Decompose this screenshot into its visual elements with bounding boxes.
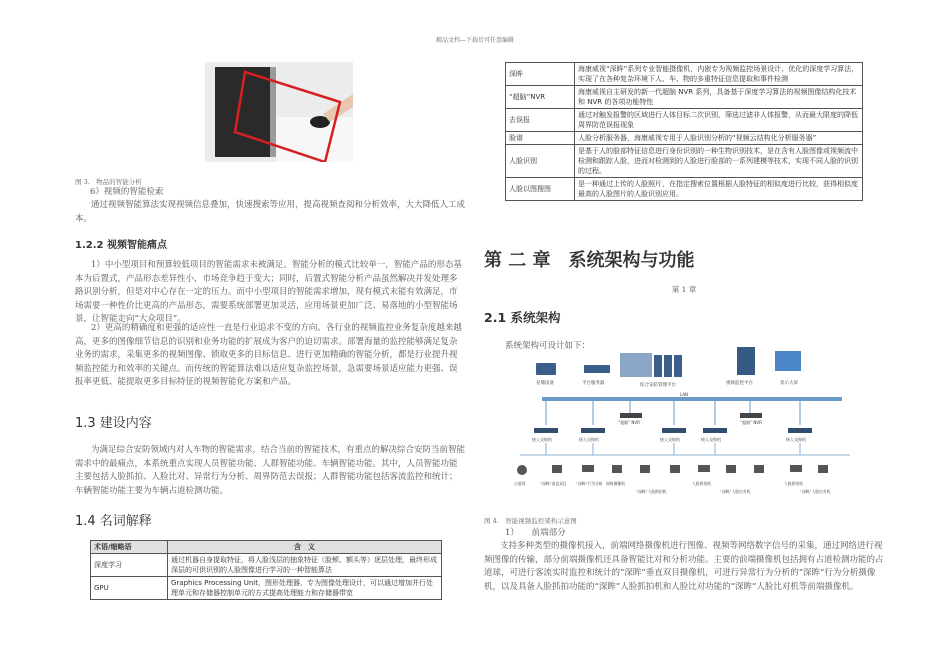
table-row [506, 109, 863, 132]
table-row [506, 145, 863, 178]
item6-text: 通过视频智能算法实现视频信息叠加，快速搜索等应用，提高视频查阅和分析效率，大大降低人工成本。 [75, 200, 466, 224]
table-row [506, 132, 863, 145]
label-security-platform: 综合安防管理平台 [640, 383, 676, 388]
cam-label: “深眸”人脸比对机 [720, 489, 751, 494]
table-row [91, 577, 442, 600]
label-switch: 接入交换机 [701, 437, 721, 442]
chapter-subtitle: 第 1 章 [671, 285, 697, 294]
section-2-1-heading: 2.1 系统架构 [484, 310, 561, 325]
glossary-table-left [90, 540, 442, 600]
label-storage: 存储设备 [536, 381, 554, 386]
term-cell: “超脑”NVR [506, 86, 575, 109]
label-platform-server: 平台服务器 [582, 381, 605, 386]
item6-title: 6）视频的智能检索 [90, 187, 164, 197]
term-cell: 深眸 [506, 63, 575, 86]
cam-label: “深眸”垂直双目 [540, 481, 567, 486]
meaning-cell: 是一种通过上传的人脸照片，在指定搜索位置根据人脸特征的相似度进行比较，获得相似度最高的人脸图片的人脸识别应用。 [575, 178, 863, 201]
meaning-cell: 海康威视自主研发的新一代超脑 NVR 系列，具备基于深度学习算法的视频图像结构化技术和 NVR 的各项功能特性 [575, 86, 863, 109]
meaning-cell: 是基于人的脸部特征信息进行身份识别的一种生物识别技术，是在含有人脸图像或视频流中检测和跟踪人脸，进而对检测到的人脸进行脸部的一系列建模等技术，实现不同人脸的识别的过程。 [575, 145, 863, 178]
cam-label: “深眸”行为分析 [576, 481, 603, 486]
section-1-3-heading: 1.3 建设内容 [75, 416, 152, 431]
architecture-diagram [500, 345, 868, 510]
label-switch: 接入交换机 [532, 437, 552, 442]
chapter-2-title: 第 二 章 系统架构与功能 [484, 250, 695, 271]
front-end-para: 支持多种类型的摄像机接入，前端网络摄像机进行图像、视频等网络数字信号的采集，通过网络进行视频图像的传输，部分前端摄像机还具备智能比对和分析功能。主要的前端摄像机包括拥有占道检测功能的占道球，可进行客流实时监控和统计的“深眸”垂直双目摄像机，可进行异常行为分析的“深眸”行为分析摄像机，以及具备人脸抓拍功能的“深眸”人脸抓拍机和人脸比对功能的“深眸”人脸比对机等前端摄像机。 [484, 541, 884, 592]
cam-label: 网络摄像机 [606, 481, 625, 486]
meaning-cell: 通过对触发报警的区域进行人体目标二次识别，筛选过滤非人体报警，从而最大限度的降低周界防范误报现象 [575, 109, 863, 132]
fig3-caption: 图 3. 物品的智能分析 [75, 178, 142, 186]
item1-title: 1） 前端部分 [505, 528, 566, 538]
cam-label: “深眸”人脸比对机 [800, 489, 831, 494]
table-header-meaning: 含 义 [168, 541, 442, 554]
cam-label: 占道球 [514, 481, 526, 486]
glossary-table-right [505, 62, 863, 201]
term-cell: 人脸识别 [506, 145, 575, 178]
table-header-term: 术语/缩略语 [91, 541, 168, 554]
label-switch: 接入交换机 [786, 437, 806, 442]
term-cell: 深度学习 [91, 554, 168, 577]
term-cell: 去误报 [506, 109, 575, 132]
section-1-2-2-heading: 1.2.2 视频智能痛点 [75, 240, 167, 251]
table-row [506, 86, 863, 109]
term-cell: 脸谱 [506, 132, 575, 145]
cam-label: 人脸抓拍机 [784, 481, 803, 486]
page-header: 精品文档---下载后可任意编辑 [435, 37, 515, 44]
architecture-intro: 系统架构可设计如下： [505, 341, 591, 351]
smart-analysis-photo [205, 62, 353, 162]
meaning-cell: 海康威视“深眸”系列专业智能摄像机，内嵌专为视频监控场景设计、优化的深度学习算法，实现了在各种复杂环境下人、车、物的多重特征信息提取和事件检测 [575, 63, 863, 86]
term-cell: GPU [91, 577, 168, 600]
table-row [91, 554, 442, 577]
label-video-platform: 视频监控平台 [726, 381, 753, 386]
section-1-4-heading: 1.4 名词解释 [75, 514, 152, 529]
label-lan: LAN [680, 392, 689, 397]
cam-label: “深眸”人脸抓拍机 [636, 489, 667, 494]
construction-para: 为满足综合安防领域内对人车物的智能需求，结合当前的智能技术，有重点的解决综合安防当前智能需求中的最痛点，本系统重点实现人员智能功能、人群智能功能、车辆智能功能。其中，人员智能功能主要包括人脸抓拍、人脸比对、异常行为分析、周界防范去误报；人群智能功能包括客流监控和统计；车辆智能功能主要为车辆占道检测功能。 [75, 445, 466, 496]
meaning-cell: 人脸分析服务器，海康威视专用于人脸识别分析的“视频云结构化分析服务器” [575, 132, 863, 145]
label-switch: 接入交换机 [579, 437, 599, 442]
table-row [506, 178, 863, 201]
table-row [506, 63, 863, 86]
label-switch: 接入交换机 [660, 437, 680, 442]
label-display-wall: 显示大屏 [780, 381, 798, 386]
label-nvr-2: “超脑” NVR [740, 420, 762, 425]
label-nvr-1: “超脑” NVR [618, 420, 640, 425]
cam-label: 人脸抓拍机 [692, 481, 711, 486]
term-cell: 人脸以图搜图 [506, 178, 575, 201]
meaning-cell: 通过机器自身提取特征，将人脸浅层的抽象特征（脸颊、额头等）逐层处理，最终形成深层的可供识别的人脸图像进行学习的一种智能算法 [168, 554, 442, 577]
pain-point-para-2: 2）更高的精确度和更强的适应性一直是行业追求不变的方向。各行业的视频监控业务复杂度越来越高，更多的图像细节信息的识别和业务功能的扩展成为客户的迫切需求。部署海量的监控能够满足复杂业务的需求，采集更多的视频图像、锁取更多的目标信息、进行更加精确的智能分析，都是行业提升视频监控能力和效率的关键点。而传统的智能算法难以适应复杂监控场景，急需要场景适应能力更强、误报率更低、能提取更多目标特征的视频智能化方案和产品。 [75, 323, 462, 387]
pain-point-para-1: 1）中小型项目和预算较低项目的智能需求未被满足。智能分析的模式比较单一，智能产品的形态基本为后置式，产品形态差异性小，市场竞争趋于变大；同时，后置式智能分析产品虽然解决并发处理多路识别分析，但是对中心存在一定的压力。而中小型项目的智能需求增加，现有模式未能有效满足，市场需要一种性价比更高的产品形态，需要系统部署更加灵活，应用场景更加广泛、易落地的小型智能场景，让智能走向“大众项目”。 [75, 260, 462, 324]
meaning-cell: Graphics Processing Unit，图形处理器，专为图像处理设计，可以通过增加并行处理单元和存储器控制单元的方式提高处理能力和存储器带宽 [168, 577, 442, 600]
fig4-caption: 图 4. 智能视频监控架构示意图 [484, 517, 577, 525]
lan-bar [542, 397, 842, 401]
